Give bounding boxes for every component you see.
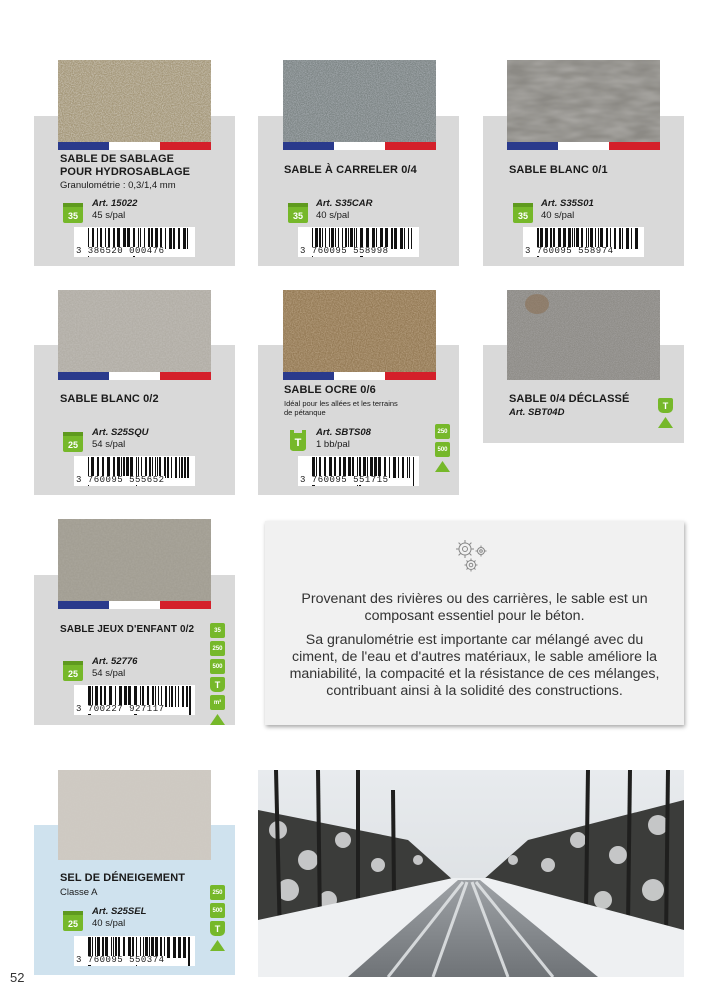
pallet-quantity: 40 s/pal [92,918,126,929]
barcode-number: 3 760095 551715 [300,475,389,485]
product-photo-sable-sablage [58,60,211,143]
info-paragraph-2: Sa granulométrie est importante car mélangé avec du ciment, de l'eau et d'autres matériaux, le sable améliore la maniabilité, la compacité et la résistance de ces mélanges, contribuant ainsi à la solidité des constructions. [289,632,660,699]
article-number: Art. S35S01 [541,198,594,209]
sack-weight-icon [512,201,534,225]
product-photo-sable-declasse [507,290,660,380]
product-subtitle: Granulométrie : 0,3/1,4 mm [60,180,176,191]
svg-text:25: 25 [67,669,79,679]
pallet-quantity: 54 s/pal [92,668,126,679]
product-title: SABLE OCRE 0/6 [284,384,376,396]
big-bag-icon: T [210,677,225,692]
svg-text:35: 35 [292,211,304,221]
barcode-number: 3 386520 000476 [76,246,165,256]
packaging-badge-icon: 250 [210,641,225,656]
product-title: SABLE BLANC 0/2 [60,393,159,405]
info-paragraph-1: Provenant des rivières ou des carrières, le sable est un composant essentiel pour le béton. [301,591,648,624]
info-box [265,521,684,725]
pallet-quantity: 54 s/pal [92,439,126,450]
svg-text:35: 35 [67,211,79,221]
pallet-quantity: 1 bb/pal [316,439,350,450]
svg-text:T: T [294,437,302,449]
barcode-number: 3 760095 555652 [76,475,165,485]
gears-icon [452,536,492,574]
barcode [74,227,195,257]
snowy-road-photo [258,770,684,977]
barcode [298,227,419,257]
packaging-badge-icon: 500 [210,659,225,674]
svg-text:25: 25 [67,440,79,450]
barcode-number: 3 760095 558974 [525,246,614,256]
bulk-pile-icon [657,416,674,429]
product-title: SEL DE DÉNEIGEMENT [60,872,186,884]
packaging-icons [657,398,674,429]
product-title: SABLE DE SABLAGE POUR HYDROSABLAGE [60,153,191,178]
article-number: Art. S35CAR [316,198,373,209]
product-title: SABLE À CARRELER 0/4 [284,164,417,176]
bulk-pile-icon [434,460,451,473]
packaging-badge-icon: 500 [435,442,450,457]
packaging-badge-icon: 250 [435,424,450,439]
barcode [74,456,195,486]
packaging-badge-icon: 250 [210,885,225,900]
french-flag [283,372,436,380]
pallet-quantity: 40 s/pal [541,210,575,221]
article-number: Art. 52776 [92,656,138,667]
barcode [523,227,644,257]
packaging-badge-icon: 500 [210,903,225,918]
french-flag [283,142,436,150]
article-number: Art. S25SQU [92,427,149,438]
french-flag [507,142,660,150]
product-photo-sable-blanc-01 [507,60,660,143]
packaging-badge-icon: 35 [210,623,225,638]
bulk-pile-icon [209,939,226,952]
french-flag [58,601,211,609]
product-photo-sable-blanc-02 [58,290,211,373]
product-photo-sable-ocre [283,290,436,373]
sack-weight-icon [62,430,84,454]
article-number: Art. SBT04D [509,407,565,418]
barcode [74,685,195,715]
sack-weight-icon [62,659,84,683]
sack-weight-icon [62,201,84,225]
barcode-number: 3 760095 558998 [300,246,389,256]
barcode [298,456,419,486]
product-subtitle: Idéal pour les allées et les terrains de pétanque [284,399,398,417]
pallet-quantity: 45 s/pal [92,210,126,221]
product-title: SABLE JEUX D'ENFANT 0/2 [60,624,195,635]
page-number: 52 [10,970,25,985]
big-bag-icon: T [658,398,673,413]
packaging-icons [209,885,226,952]
big-bag-icon [287,428,309,452]
sack-weight-icon [62,909,84,933]
article-number: Art. S25SEL [92,906,147,917]
packaging-icons [434,424,451,473]
packaging-icons [209,623,226,726]
sack-weight-icon [287,201,309,225]
svg-text:35: 35 [517,211,529,221]
product-photo-sable-carreler [283,60,436,143]
bulk-pile-icon [209,713,226,726]
french-flag [58,142,211,150]
article-number: Art. SBTS08 [316,427,371,438]
svg-text:25: 25 [67,919,79,929]
barcode-number: 3 700227 927117 [76,704,165,714]
product-title: SABLE BLANC 0/1 [509,164,608,176]
big-bag-icon: T [210,921,225,936]
barcode [74,936,195,966]
article-number: Art. 15022 [92,198,138,209]
french-flag [58,372,211,380]
product-subtitle: Classe A [60,887,98,898]
packaging-badge-icon: m³ [210,695,225,710]
product-photo-sel-deneigement [58,770,211,860]
product-photo-sable-jeux [58,519,211,602]
pallet-quantity: 40 s/pal [316,210,350,221]
barcode-number: 3 760095 550374 [76,955,165,965]
product-title: SABLE 0/4 DÉCLASSÉ [509,393,630,405]
